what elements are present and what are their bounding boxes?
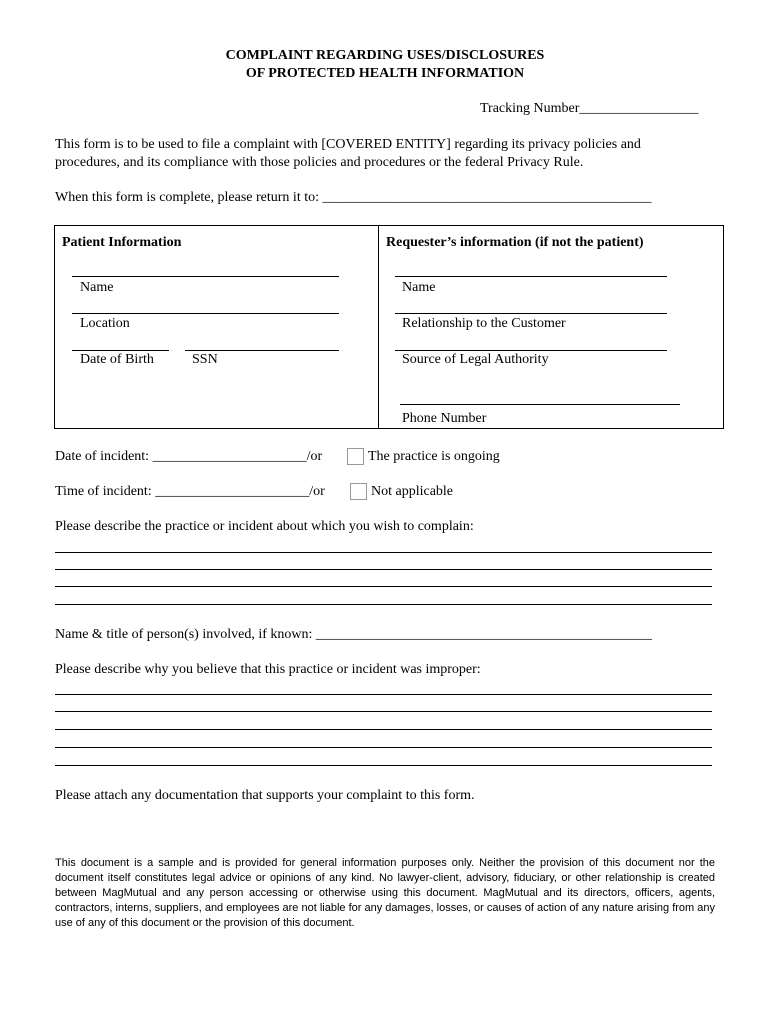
form-title-line2: OF PROTECTED HEALTH INFORMATION <box>245 66 525 81</box>
patient-location-input[interactable] <box>72 313 339 314</box>
improper-reason-line[interactable] <box>55 729 712 730</box>
improper-reason-line[interactable] <box>55 747 712 748</box>
patient-ssn-label: SSN <box>192 352 218 367</box>
requester-relationship-input[interactable] <box>395 313 667 314</box>
patient-ssn-input[interactable] <box>185 350 339 351</box>
improper-reason-line[interactable] <box>55 765 712 766</box>
intro-line-1: This form is to be used to file a complaint with [COVERED ENTITY] regarding its privacy policies and <box>55 137 641 152</box>
requester-authority-input[interactable] <box>395 350 667 351</box>
date-of-incident-field[interactable]: Date of incident: ______________________/or <box>55 449 323 464</box>
patient-name-label: Name <box>80 280 114 295</box>
requester-phone-label: Phone Number <box>402 411 487 426</box>
not-applicable-checkbox[interactable] <box>350 483 367 500</box>
improper-reason-line[interactable] <box>55 711 712 712</box>
describe-practice-line[interactable] <box>55 586 712 587</box>
patient-name-input[interactable] <box>72 276 339 277</box>
not-applicable-checkbox-label: Not applicable <box>371 484 454 499</box>
requester-phone-input[interactable] <box>400 404 680 405</box>
time-of-incident-field[interactable]: Time of incident: ______________________/or <box>55 484 325 499</box>
ongoing-checkbox[interactable] <box>347 448 364 465</box>
attach-documentation-note: Please attach any documentation that supports your complaint to this form. <box>55 788 475 803</box>
persons-involved-field[interactable]: Name & title of person(s) involved, if known: ________________________________________________ <box>55 627 652 642</box>
return-to-field[interactable]: When this form is complete, please return it to: _______________________________________________ <box>55 190 652 205</box>
describe-practice-line[interactable] <box>55 569 712 570</box>
describe-practice-line[interactable] <box>55 552 712 553</box>
improper-reason-prompt: Please describe why you believe that this practice or incident was improper: <box>55 662 481 677</box>
patient-location-label: Location <box>80 316 130 331</box>
improper-reason-line[interactable] <box>55 694 712 695</box>
information-table <box>54 225 724 429</box>
describe-practice-line[interactable] <box>55 604 712 605</box>
requester-name-input[interactable] <box>395 276 667 277</box>
form-title-line1: COMPLAINT REGARDING USES/DISCLOSURES <box>225 48 545 63</box>
disclaimer-text: This document is a sample and is provided for general information purposes only. Neither the provision of this document nor the document itself constitutes legal advice or opinions of any kind. No lawyer-client, advisory, fiduciary, or other relationship is created between MagMutual and any person accessing or otherwise using this document. MagMutual and its directors, officers, agents, contractors, interns, suppliers, and employees are not liable for any damages, losses, or causes of action of any nature arising from any use of any of this document or the provision of this document. <box>55 857 715 929</box>
describe-practice-prompt: Please describe the practice or incident about which you wish to complain: <box>55 519 474 534</box>
intro-line-2: procedures, and its compliance with those policies and procedures or the federal Privacy Rule. <box>55 155 584 170</box>
requester-information-heading: Requester’s information (if not the patient) <box>386 235 644 250</box>
patient-information-heading: Patient Information <box>62 235 182 250</box>
tracking-number-field[interactable]: Tracking Number_________________ <box>480 101 699 116</box>
patient-dob-input[interactable] <box>72 350 169 351</box>
requester-authority-label: Source of Legal Authority <box>402 352 549 367</box>
table-divider <box>378 226 379 428</box>
requester-name-label: Name <box>402 280 436 295</box>
ongoing-checkbox-label: The practice is ongoing <box>368 449 500 464</box>
requester-relationship-label: Relationship to the Customer <box>402 316 566 331</box>
patient-dob-label: Date of Birth <box>80 352 154 367</box>
